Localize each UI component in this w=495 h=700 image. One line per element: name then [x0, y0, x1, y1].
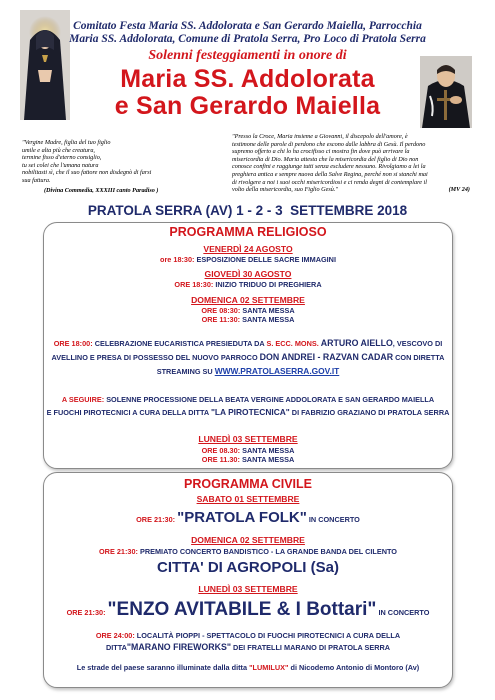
religioso-monday-mass-2: ORE 11.30: SANTA MESSA — [201, 455, 295, 464]
religioso-thursday-event: ORE 18:30: INIZIO TRIDUO DI PREGHIERA — [174, 280, 322, 289]
dante-quote-line: termine fisso d'eterno consiglio, — [22, 154, 102, 162]
dante-quote-line: "Vergine Madre, figlia del tuo figlio — [22, 139, 111, 146]
religioso-procession: A SEGUIRE: SOLENNE PROCESSIONE DELLA BEATA VERGINE ADDOLORATA E SAN GERARDO MAIELLA — [61, 395, 435, 404]
religioso-streaming: STREAMING SU WWW.PRATOLASERRA.GOV.IT — [156, 366, 340, 376]
misericordia-quote-line: conosce confini e raggiunge tutti senza escludere nessuno. Rivolgiamo a lei la — [232, 163, 426, 171]
misericordia-quote-line: "Presso la Croce, Maria insieme a Giovanni, il discepolo dell'amore, è — [232, 133, 408, 140]
religioso-day-friday: VENERDÌ 24 AGOSTO — [203, 244, 293, 254]
dante-quote — [22, 139, 182, 194]
dante-quote-line: nobilitasti sì, che il suo fattore non disdegnò di farsi — [22, 169, 152, 177]
organizers-line-2: Maria SS. Addolorata, Comune di Pratola Serra, Pro Loco di Pratola Serra — [69, 33, 426, 45]
main-title-line-1: Maria SS. Addolorata — [120, 65, 375, 93]
dante-quote-line: tu sei colei che l'umana natura — [22, 161, 99, 169]
religioso-fireworks: E FUOCHI PIROTECNICI A CURA DELLA DITTA "LA PIROTECNICA" DI FABRIZIO GRAZIANO DI PRATOLA SERRA — [46, 407, 450, 417]
civile-fireworks-line-2: DITTA"MARANO FIREWORKS" DEI FRATELLI MARANO DI PRATOLA SERRA — [105, 642, 391, 652]
main-title-line-2: e San Gerardo Maiella — [114, 92, 381, 120]
programma-civile-title: PROGRAMMA CIVILE — [183, 477, 312, 491]
civile-monday-event: ORE 21:30: "ENZO AVITABILE & I Bottari" IN CONCERTO — [66, 599, 430, 620]
misericordia-quote-source: (MV 24) — [448, 186, 470, 194]
religioso-celebration-line-1: ORE 18:00: CELEBRAZIONE EUCARISTICA PRESIEDUTA DA S. ECC. MONS. ARTURO AIELLO, VESCOVO DI — [53, 338, 443, 348]
programma-religioso-panel — [43, 222, 453, 469]
misericordia-quote-line: preghiera antica e sempre nuova della Salve Regina, perché non si stanchi mai — [232, 170, 428, 178]
religioso-celebration-line-2: AVELLINO E PRESA DI POSSESSO DEL NUOVO PARROCO DON ANDREI - RAZVAN CADAR CON DIRETTA — [51, 352, 445, 362]
streaming-link[interactable]: WWW.PRATOLASERRA.GOV.IT — [214, 366, 340, 376]
civile-day-monday: LUNEDÌ 03 SETTEMBRE — [198, 584, 298, 594]
misericordia-quote-line: volto della misericordia, suo Figlio Gesù." (MV 24) — [232, 186, 470, 194]
religioso-monday-mass-1: ORE 08.30: SANTA MESSA — [201, 446, 295, 455]
religioso-day-monday: LUNEDÌ 03 SETTEMBRE — [198, 434, 298, 444]
religioso-sunday-mass-2: ORE 11:30: SANTA MESSA — [201, 315, 295, 324]
religioso-friday-event: ore 18:30: ESPOSIZIONE DELLE SACRE IMMAGINI — [160, 255, 336, 264]
civile-day-saturday: SABATO 01 SETTEMBRE — [196, 494, 300, 504]
civile-sunday-band: CITTA' DI AGROPOLI (Sa) — [157, 559, 339, 576]
misericordia-quote-line: di rivolgere a noi i suoi occhi misericordiosi e ci renda degni di contemplare il — [232, 178, 427, 186]
religioso-day-sunday: DOMENICA 02 SETTEMBRE — [191, 295, 305, 305]
organizers-line-1: Comitato Festa Maria SS. Addolorata e San Gerardo Maiella, Parrocchia — [73, 20, 422, 32]
misericordia-quote-line: testimone delle parole di perdono che escono dalle labbra di Gesù. Il perdono — [232, 140, 426, 148]
event-dates: PRATOLA SERRA (AV) 1 - 2 - 3 SETTEMBRE 2018 — [87, 203, 408, 218]
civile-day-sunday: DOMENICA 02 SETTEMBRE — [191, 535, 305, 545]
programma-civile-panel — [43, 472, 453, 688]
civile-sunday-event: ORE 21:30: PREMIATO CONCERTO BANDISTICO - LA GRANDE BANDA DEL CILENTO — [99, 547, 397, 556]
dante-quote-line: umile e alta più che creatura, — [22, 146, 95, 154]
programma-religioso-title: PROGRAMMA RELIGIOSO — [169, 225, 327, 239]
religioso-sunday-mass-1: ORE 08:30: SANTA MESSA — [201, 306, 295, 315]
civile-fireworks-line-1: ORE 24:00: LOCALITÀ PIOPPI - SPETTACOLO DI FUOCHI PIROTECNICI A CURA DELLA — [95, 631, 401, 640]
misericordia-quote-line: supremo offerto a chi lo ha crocifisso ci mostra fin dove può arrivare la — [232, 148, 410, 156]
civile-lights: Le strade del paese saranno illuminate dalla ditta "LUMILUX" di Nicodemo Antonio di Montoro (Av) — [76, 663, 420, 672]
dante-quote-line: sua fattura. — [22, 176, 51, 184]
misericordia-quote-line: misericordia di Dio. Maria attesta che la misericordia del figlio di Dio non — [232, 155, 419, 163]
dante-quote-source: (Divina Commedia, XXXIII canto Paradiso ) — [44, 186, 159, 194]
header-subtitle: Solenni festeggiamenti in onore di — [148, 48, 347, 63]
religioso-day-thursday: GIOVEDÌ 30 AGOSTO — [204, 269, 292, 279]
misericordia-quote — [232, 133, 482, 194]
civile-saturday-event: ORE 21:30: "PRATOLA FOLK" IN CONCERTO — [136, 509, 360, 526]
